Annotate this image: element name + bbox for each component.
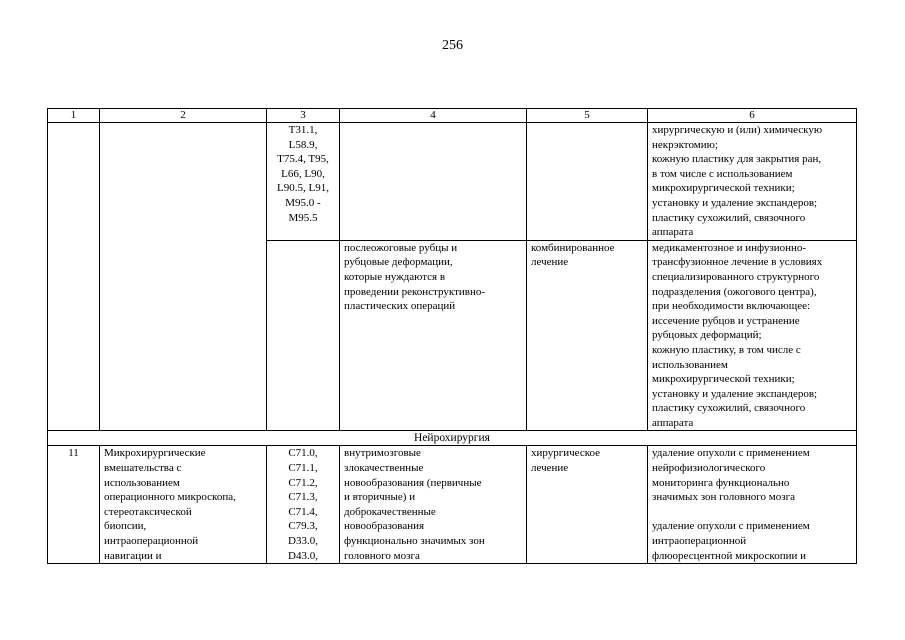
header-cell: 5 (527, 109, 648, 123)
table-row (48, 446, 857, 564)
methods-cell: медикаментозное и инфузионно- трансфузионное лечение в условиях специализированного структурного подразделения (ожогового центра), при необходимости включающее: иссечение рубцов и устранение рубцовых деформаций; кожную пластику, в том числе с использованием микрохирургической техники; установку и удаление экспандеров; пластику сухожилий, связочного аппарата (648, 240, 857, 431)
model-cell: послеожоговые рубцы и рубцовые деформации, которые нуждаются в проведении реконструктивно- пластических операций (340, 240, 527, 431)
table-header-row (48, 109, 857, 123)
section-row (48, 431, 857, 446)
medical-care-table (47, 108, 857, 564)
header-cell: 6 (648, 109, 857, 123)
codes-cell: T31.1, L58.9, T75.4, T95, L66, L90, L90.5, L91, M95.0 - M95.5 (267, 123, 340, 241)
name-cell: Микрохирургические вмешательства с использованием операционного микроскопа, стереотаксической биопсии, интраоперационной навигации и (100, 446, 267, 564)
codes-cell-empty (267, 240, 340, 431)
header-cell: 1 (48, 109, 100, 123)
treatment-cell-empty (527, 123, 648, 241)
section-title: Нейрохирургия (48, 431, 857, 446)
paragraph-gap (652, 505, 852, 520)
num-cell-empty (48, 123, 100, 431)
row-number: 11 (48, 446, 100, 564)
model-cell-empty (340, 123, 527, 241)
header-cell: 3 (267, 109, 340, 123)
treatment-cell: комбинированное лечение (527, 240, 648, 431)
table-row (48, 123, 857, 241)
treatment-cell: хирургическое лечение (527, 446, 648, 564)
codes-cell: C71.0, C71.1, C71.2, C71.3, C71.4, C79.3, D33.0, D43.0, (267, 446, 340, 564)
methods-cell: удаление опухоли с применением нейрофизиологического мониторинга функционально значимых зон головного мозга удаление опухоли с применением интраоперационной флюоресцентной микроскопии и (648, 446, 857, 564)
methods-cell: хирургическую и (или) химическую некрэктомию; кожную пластику для закрытия ран, в том числе с использованием микрохирургической техники; установку и удаление экспандеров; пластику сухожилий, связочного аппарата (648, 123, 857, 241)
name-cell-empty (100, 123, 267, 431)
model-cell: внутримозговые злокачественные новообразования (первичные и вторичные) и доброкачественные новообразования функционально значимых зон головного мозга (340, 446, 527, 564)
header-cell: 4 (340, 109, 527, 123)
header-cell: 2 (100, 109, 267, 123)
page-number: 256 (442, 38, 463, 53)
